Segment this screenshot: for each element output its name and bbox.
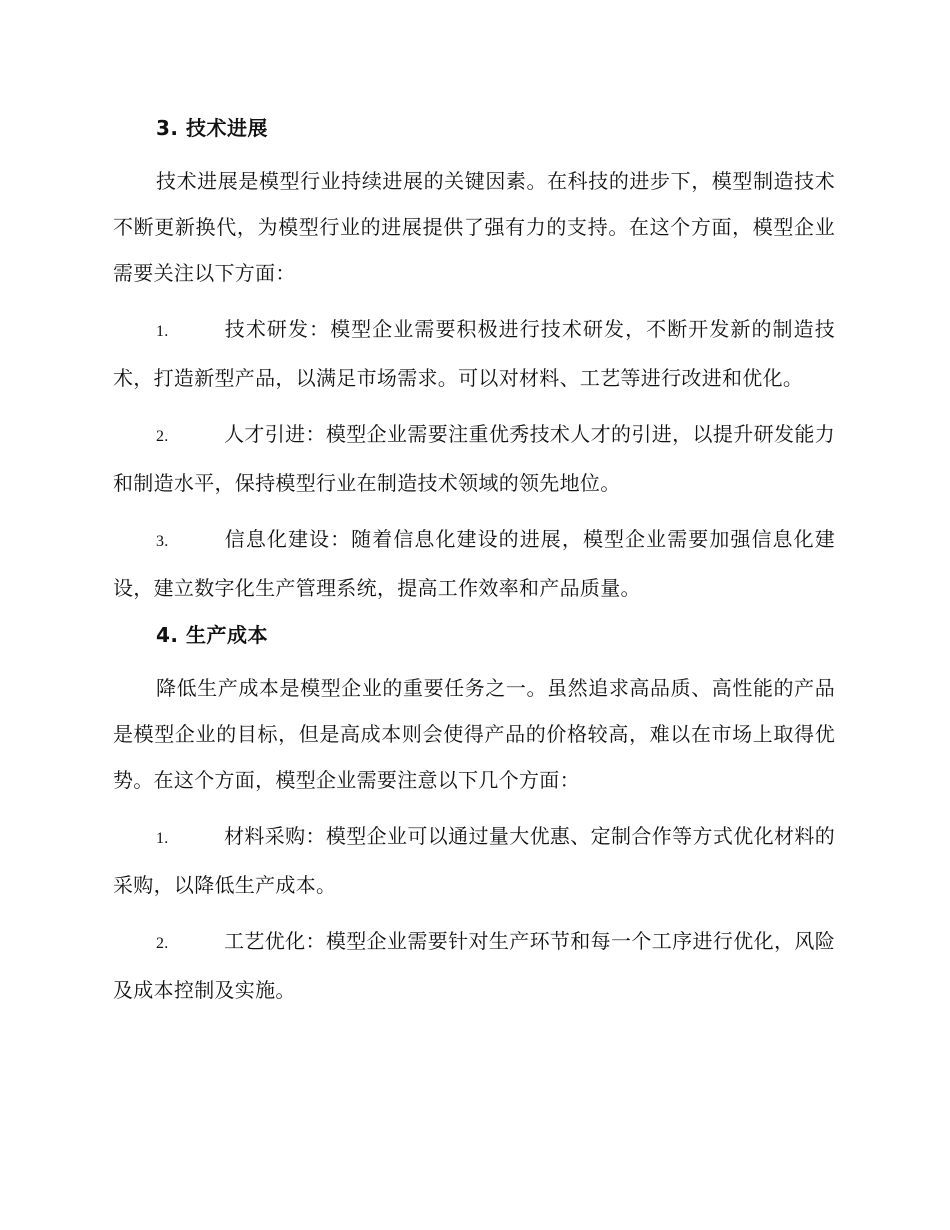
- document-content: [113, 112, 835, 1013]
- list-item-text: 信息化建设：随着信息化建设的进展，模型企业需要加强信息化建设，建立数字化生产管理系统，提高工作效率和产品质量。: [113, 527, 835, 600]
- section-heading-production-cost: 4. 生产成本: [156, 623, 268, 647]
- list-item-text: 人才引进：模型企业需要注重优秀技术人才的引进，以提升研发能力和制造水平，保持模型行业在制造技术领域的领先地位。: [113, 422, 835, 495]
- list-item: [113, 306, 835, 401]
- section-intro-tech-progress: 技术进展是模型行业持续进展的关键因素。在科技的进步下，模型制造技术不断更新换代，为模型行业的进展提供了强有力的支持。在这个方面，模型企业需要关注以下方面：: [113, 169, 835, 285]
- section-heading-tech-progress: 3. 技术进展: [156, 116, 268, 140]
- list-number: 3.: [156, 533, 169, 550]
- list-number: 1.: [156, 323, 169, 340]
- list-item-text: 技术研发：模型企业需要积极进行技术研发，不断开发新的制造技术，打造新型产品，以满足市场需求。可以对材料、工艺等进行改进和优化。: [113, 317, 835, 390]
- list-item-text: 材料采购：模型企业可以通过量大优惠、定制合作等方式优化材料的采购，以降低生产成本。: [113, 824, 835, 897]
- list-number: 2.: [156, 935, 169, 952]
- list-item: [113, 918, 835, 1013]
- list-number: 2.: [156, 428, 169, 445]
- list-number: 1.: [156, 830, 169, 847]
- list-item: [113, 411, 835, 506]
- list-item: [113, 813, 835, 908]
- list-item: [113, 516, 835, 611]
- list-item-text: 工艺优化：模型企业需要针对生产环节和每一个工序进行优化，风险及成本控制及实施。: [113, 929, 835, 1002]
- section-intro-production-cost: 降低生产成本是模型企业的重要任务之一。虽然追求高品质、高性能的产品是模型企业的目标，但是高成本则会使得产品的价格较高，难以在市场上取得优势。在这个方面，模型企业需要注意以下几个方面：: [113, 676, 835, 792]
